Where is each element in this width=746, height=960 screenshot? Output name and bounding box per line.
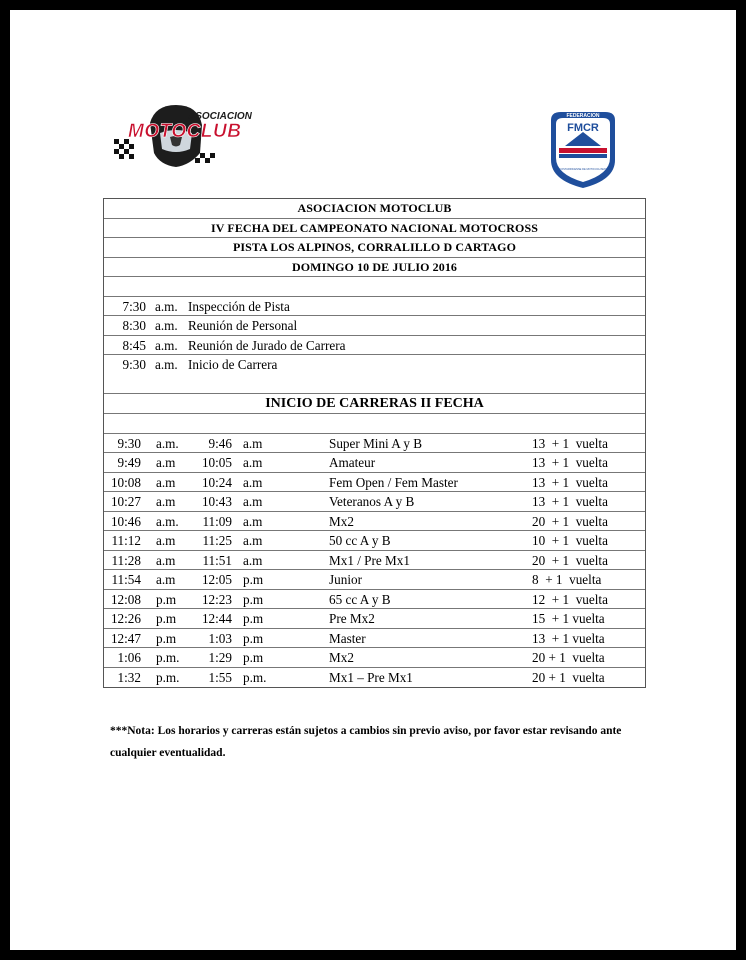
race-laps: 10 + 1 vuelta (532, 533, 608, 548)
race-start-time: 9:49 (117, 455, 141, 470)
race-end-time: 12:23 (201, 591, 232, 607)
agenda-ampm: a.m. (155, 318, 178, 333)
header-row (104, 258, 645, 278)
race-row (104, 512, 645, 532)
race-end-ampm: p.m (243, 591, 264, 607)
race-end-ampm: a.m (243, 513, 263, 529)
race-laps: 13 + 1 vuelta (532, 630, 605, 646)
race-start-ampm: p.m. (156, 669, 180, 685)
race-start-time: 1:06 (117, 650, 141, 665)
race-end-time: 10:43 (201, 494, 232, 509)
race-category: Mx1 / Pre Mx1 (329, 552, 410, 568)
header-text: PISTA LOS ALPINOS, CORRALILLO D CARTAGO (232, 240, 517, 254)
race-category: Mx2 (329, 513, 354, 529)
race-category: Junior (329, 572, 362, 587)
race-start-time: 12:47 (110, 630, 141, 646)
race-category: Fem Open / Fem Master (329, 474, 458, 490)
race-end-time: 11:09 (202, 513, 232, 529)
race-laps: 20 + 1 vuelta (532, 650, 605, 665)
race-row (104, 648, 645, 668)
motoclub-logo (110, 93, 260, 178)
header-row (104, 199, 645, 219)
race-end-time: 1:29 (208, 650, 232, 665)
race-start-ampm: p.m (156, 591, 177, 607)
agenda-time: 7:30 (122, 298, 146, 314)
race-start-ampm: a.m (156, 494, 176, 509)
race-row (104, 473, 645, 493)
race-row (104, 609, 645, 629)
agenda-activity: Inspección de Pista (188, 298, 290, 314)
race-category: 65 cc A y B (329, 591, 391, 607)
race-row (104, 668, 645, 688)
race-end-time: 1:55 (208, 669, 232, 685)
race-start-ampm: p.m (156, 630, 177, 646)
agenda-time: 8:30 (122, 318, 146, 333)
race-row (104, 434, 645, 454)
race-start-ampm: a.m (156, 552, 176, 568)
document-page (10, 10, 736, 950)
disclaimer-note: ***Nota: Los horarios y carreras están sujetos a cambios sin previo aviso, por favor estar revisando ante cualquier eventualidad. (110, 725, 622, 759)
race-end-ampm: a.m (243, 494, 263, 509)
race-laps: 13 + 1 vuelta (532, 455, 608, 470)
race-row (104, 629, 645, 649)
agenda-activity: Reunión de Personal (188, 318, 298, 333)
race-start-time: 11:28 (111, 552, 141, 568)
race-category: Super Mini A y B (329, 435, 423, 451)
race-laps: 20 + 1 vuelta (532, 552, 608, 568)
race-end-time: 11:25 (202, 533, 232, 548)
empty-row (104, 375, 645, 395)
fmcr-logo-main-text: FMCR (567, 122, 599, 134)
agenda-activity: Reunión de Jurado de Carrera (188, 337, 346, 353)
race-category: Veteranos A y B (329, 494, 415, 509)
motoclub-logo-main-text: MOTOCLUB (128, 121, 242, 142)
header-text: DOMINGO 10 DE JULIO 2016 (291, 259, 458, 274)
race-start-ampm: a.m. (156, 435, 179, 451)
header-row (104, 238, 645, 258)
race-start-time: 1:32 (117, 669, 141, 685)
race-category: Mx1 – Pre Mx1 (329, 669, 413, 685)
race-start-time: 12:26 (110, 611, 141, 626)
race-end-ampm: a.m (243, 552, 263, 568)
race-start-ampm: p.m (156, 611, 177, 626)
agenda-row (104, 316, 645, 336)
race-start-time: 10:08 (110, 474, 141, 490)
race-start-time: 11:54 (111, 572, 141, 587)
race-end-ampm: p.m. (243, 669, 267, 685)
race-end-ampm: a.m (243, 435, 263, 451)
race-start-ampm: a.m (156, 572, 176, 587)
race-start-ampm: a.m. (156, 513, 179, 529)
section-title: INICIO DE CARRERAS II FECHA (265, 396, 484, 411)
race-row (104, 492, 645, 512)
race-start-ampm: a.m (156, 474, 176, 490)
race-category: Pre Mx2 (329, 611, 375, 626)
race-laps: 13 + 1 vuelta (532, 435, 608, 451)
fmcr-logo (547, 110, 619, 190)
race-laps: 13 + 1 vuelta (532, 494, 608, 509)
agenda-row (104, 297, 645, 317)
fmcr-logo-top-text: FEDERACION (566, 113, 600, 119)
race-row (104, 531, 645, 551)
race-end-ampm: p.m (243, 650, 264, 665)
race-laps: 20 + 1 vuelta (532, 669, 605, 685)
race-end-ampm: p.m (243, 572, 264, 587)
race-laps: 12 + 1 vuelta (532, 591, 608, 607)
race-start-ampm: a.m (156, 533, 176, 548)
race-category: 50 cc A y B (329, 533, 391, 548)
header-text: ASOCIACION MOTOCLUB (297, 201, 452, 215)
race-start-time: 10:27 (110, 494, 141, 509)
race-end-time: 10:05 (201, 455, 232, 470)
race-category: Mx2 (329, 650, 354, 665)
agenda-time: 8:45 (122, 337, 146, 353)
race-end-time: 1:03 (208, 630, 232, 646)
race-laps: 20 + 1 vuelta (532, 513, 608, 529)
header-row (104, 219, 645, 239)
empty-row (104, 414, 645, 434)
race-row (104, 570, 645, 590)
race-end-ampm: a.m (243, 474, 263, 490)
race-start-time: 12:08 (110, 591, 141, 607)
agenda-ampm: a.m. (155, 298, 178, 314)
race-row (104, 453, 645, 473)
agenda-ampm: a.m. (155, 337, 178, 353)
race-start-time: 11:12 (111, 533, 141, 548)
race-end-time: 12:05 (201, 572, 232, 587)
race-end-time: 10:24 (201, 474, 232, 490)
agenda-row (104, 355, 645, 375)
race-end-time: 11:51 (202, 552, 232, 568)
empty-row (104, 277, 645, 297)
race-end-ampm: p.m (243, 630, 264, 646)
agenda-row (104, 336, 645, 356)
race-end-time: 9:46 (208, 435, 232, 451)
schedule-table (103, 198, 646, 688)
race-start-ampm: p.m. (156, 650, 180, 665)
agenda-time: 9:30 (122, 357, 146, 372)
header-text: IV FECHA DEL CAMPEONATO NACIONAL MOTOCROSS (210, 220, 539, 235)
race-start-ampm: a.m (156, 455, 176, 470)
race-end-ampm: a.m (243, 455, 263, 470)
race-row (104, 551, 645, 571)
race-start-time: 9:30 (117, 435, 141, 451)
race-laps: 8 + 1 vuelta (532, 572, 602, 587)
motoclub-logo-arc-text: ASOCIACION (188, 111, 252, 122)
agenda-ampm: a.m. (155, 357, 178, 372)
agenda-activity: Inicio de Carrera (188, 357, 278, 372)
fmcr-logo-bottom-text: COSTARRICENSE DE MOTOCICLISMO (559, 168, 607, 171)
race-laps: 13 + 1 vuelta (532, 474, 608, 490)
race-end-time: 12:44 (201, 611, 232, 626)
race-start-time: 10:46 (110, 513, 141, 529)
race-category: Amateur (329, 455, 376, 470)
section-title-row (104, 394, 645, 414)
race-row (104, 590, 645, 610)
race-end-ampm: p.m (243, 611, 264, 626)
race-laps: 15 + 1 vuelta (532, 611, 605, 626)
race-category: Master (329, 630, 366, 646)
race-end-ampm: a.m (243, 533, 263, 548)
